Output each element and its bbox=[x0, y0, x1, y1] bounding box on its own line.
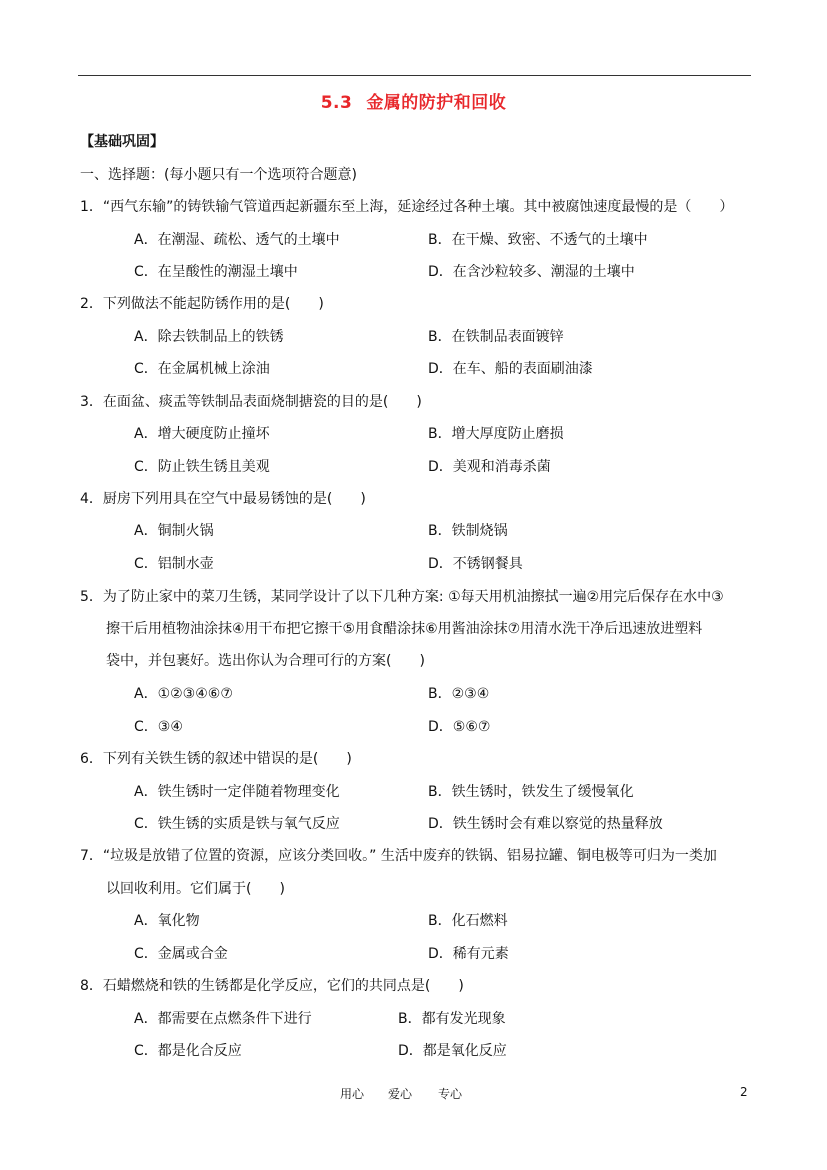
question-2-option-a[interactable]: A．除去铁制品上的铁锈 bbox=[134, 329, 284, 345]
question-1-option-d[interactable]: D．在含沙粒较多、潮湿的土壤中 bbox=[428, 264, 635, 280]
question-5-option-d[interactable]: D．⑤⑥⑦ bbox=[428, 719, 491, 735]
question-5-text-line-1: 5．为了防止家中的菜刀生锈，某同学设计了以下几种方案: ①每天用机油擦拭一遍②用完后保存在水中③ bbox=[80, 589, 724, 605]
question-5-text-line-2: 擦干后用植物油涂抹④用干布把它擦干⑤用食醋涂抹⑥用酱油涂抹⑦用清水洗干净后迅速放进塑料 bbox=[106, 621, 703, 637]
question-4-option-a[interactable]: A．铜制火锅 bbox=[134, 523, 214, 539]
question-8-option-a[interactable]: A．都需要在点燃条件下进行 bbox=[134, 1011, 312, 1027]
question-7-text-line-2: 以回收利用。它们属于( ) bbox=[106, 881, 285, 897]
question-7-option-b[interactable]: B．化石燃料 bbox=[428, 913, 508, 929]
question-3-option-a[interactable]: A．增大硬度防止撞坏 bbox=[134, 426, 270, 442]
footer-item-3: 专心 bbox=[438, 1087, 463, 1101]
question-2-option-c[interactable]: C．在金属机械上涂油 bbox=[134, 361, 270, 377]
question-5-option-c[interactable]: C．③④ bbox=[134, 719, 183, 735]
footer-item-2: 爱心 bbox=[388, 1087, 413, 1101]
question-5-option-b[interactable]: B．②③④ bbox=[428, 686, 490, 702]
question-6-option-d[interactable]: D．铁生锈时会有难以察觉的热量释放 bbox=[428, 816, 663, 832]
question-2-option-d[interactable]: D．在车、船的表面刷油漆 bbox=[428, 361, 593, 377]
question-3-option-b[interactable]: B．增大厚度防止磨损 bbox=[428, 426, 564, 442]
question-1-option-c[interactable]: C．在呈酸性的潮湿土壤中 bbox=[134, 264, 298, 280]
title-number: 5.3 bbox=[320, 93, 353, 113]
question-3-option-c[interactable]: C．防止铁生锈且美观 bbox=[134, 459, 270, 475]
question-6-text: 6．下列有关铁生锈的叙述中错误的是( ) bbox=[80, 751, 352, 767]
title-text: 金属的防护和回收 bbox=[366, 93, 507, 113]
question-2-text: 2．下列做法不能起防锈作用的是( ) bbox=[80, 296, 324, 312]
question-8-option-d[interactable]: D．都是氧化反应 bbox=[398, 1043, 507, 1059]
question-1-text: 1．“西气东输”的铸铁输气管道西起新疆东至上海，延途经过各种土壤。其中被腐蚀速度最慢的是（ ） bbox=[80, 199, 734, 215]
question-1-option-b[interactable]: B．在干燥、致密、不透气的土壤中 bbox=[428, 232, 648, 248]
question-4-text: 4．厨房下列用具在空气中最易锈蚀的是( ) bbox=[80, 491, 366, 507]
question-6-option-b[interactable]: B．铁生锈时，铁发生了缓慢氧化 bbox=[428, 784, 634, 800]
part-heading: 一、选择题：(每小题只有一个选项符合题意) bbox=[80, 167, 357, 183]
question-7-option-d[interactable]: D．稀有元素 bbox=[428, 946, 509, 962]
question-7-option-a[interactable]: A．氧化物 bbox=[134, 913, 200, 929]
question-1-option-a[interactable]: A．在潮湿、疏松、透气的土壤中 bbox=[134, 232, 340, 248]
question-4-option-c[interactable]: C．铝制水壶 bbox=[134, 556, 214, 572]
section-heading: 【基础巩固】 bbox=[80, 134, 164, 150]
question-6-option-a[interactable]: A．铁生锈时一定伴随着物理变化 bbox=[134, 784, 340, 800]
question-4-option-b[interactable]: B．铁制烧锅 bbox=[428, 523, 508, 539]
question-6-option-c[interactable]: C．铁生锈的实质是铁与氧气反应 bbox=[134, 816, 340, 832]
question-8-option-b[interactable]: B．都有发光现象 bbox=[398, 1011, 506, 1027]
page-number: 2 bbox=[740, 1085, 748, 1099]
footer-item-1: 用心 bbox=[340, 1087, 365, 1101]
question-5-text-line-3: 袋中，并包裹好。选出你认为合理可行的方案( ) bbox=[106, 653, 425, 669]
question-8-text: 8．石蜡燃烧和铁的生锈都是化学反应，它们的共同点是( ) bbox=[80, 978, 464, 994]
question-3-text: 3．在面盆、痰盂等铁制品表面烧制搪瓷的目的是( ) bbox=[80, 394, 422, 410]
question-7-option-c[interactable]: C．金属或合金 bbox=[134, 946, 228, 962]
question-5-option-a[interactable]: A．①②③④⑥⑦ bbox=[134, 686, 233, 702]
question-2-option-b[interactable]: B．在铁制品表面镀锌 bbox=[428, 329, 564, 345]
question-7-text-line-1: 7．“垃圾是放错了位置的资源，应该分类回收。” 生活中废弃的铁锅、铝易拉罐、铜电极等可归为一类加 bbox=[80, 848, 717, 864]
question-3-option-d[interactable]: D．美观和消毒杀菌 bbox=[428, 459, 551, 475]
question-8-option-c[interactable]: C．都是化合反应 bbox=[134, 1043, 242, 1059]
header-rule bbox=[78, 75, 751, 76]
question-4-option-d[interactable]: D．不锈钢餐具 bbox=[428, 556, 523, 572]
page-title bbox=[0, 88, 827, 113]
